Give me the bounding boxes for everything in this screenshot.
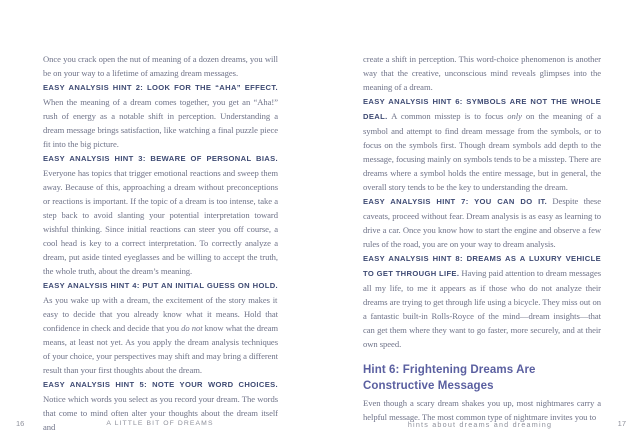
section-subheading <box>363 363 601 394</box>
text-run: know what the dream means, at least not yet. As you apply the dream analysis techniques of your choice, your perspectives may shift and may bring a different result than your first thoughts about the dream. <box>43 323 278 375</box>
hint-paragraph <box>363 194 601 251</box>
text-run: When the meaning of a dream comes together, you get an “Aha!” rush of energy as a notable shift in perception. Understanding a dream message brings satisfaction, like watching a final puzzle piece fit into the big picture. <box>43 97 278 149</box>
hint-label: EASY ANALYSIS HINT 4: PUT AN INITIAL GUESS ON HOLD. <box>43 281 278 290</box>
body-paragraph <box>363 52 601 94</box>
hint-label: EASY ANALYSIS HINT 7: YOU CAN DO IT. <box>363 197 548 206</box>
hint-label: EASY ANALYSIS HINT 2: LOOK FOR THE “AHA” EFFECT. <box>43 83 278 92</box>
hint-paragraph <box>363 94 601 194</box>
subheading-line: Constructive Messages <box>363 379 494 392</box>
text-run: Everyone has topics that trigger emotional reactions and sweep them away. Because of this, approaching a dream without preconceptions or reactions is important. If the topic of a dream is too intense, take a step back to avoid slanting your potential interpretation toward wishful thinking. Since initial reactions can steer you off course, a cool head is key to a correct interpretation. To correctly analyze a dream, put aside tinted eyeglasses and be willing to accept the truth, the whole truth, about the dream’s meaning. <box>43 168 278 276</box>
right-page-text-column <box>363 52 601 424</box>
body-paragraph <box>43 52 278 80</box>
hint-label: EASY ANALYSIS HINT 6: SYMBOLS ARE NOT THE WHOLE DEAL. <box>363 97 601 121</box>
hint-paragraph <box>43 80 278 151</box>
page-number-right: 17 <box>617 419 626 428</box>
text-run: A common misstep is to focus <box>387 111 508 121</box>
running-footer-left: A LITTLE BIT OF DREAMS <box>106 420 214 427</box>
text-run: Having paid attention to dream messages all my life, to me it appears as if those who do not analyze their dreams are trying to get through life using a bicycle. They miss out on a fantastic built-in Rolls-Royce of the mind—dream insights—that can get them where they want to go faster, more securely, and at their own speed. <box>363 268 602 349</box>
hint-label: EASY ANALYSIS HINT 5: NOTE YOUR WORD CHOICES. <box>43 380 278 389</box>
italic-text-run: only <box>507 111 522 121</box>
hint-paragraph <box>43 151 278 278</box>
page-number-left: 16 <box>16 419 25 428</box>
hint-label: EASY ANALYSIS HINT 8: DREAMS AS A LUXURY VEHICLE TO GET THROUGH LIFE. <box>363 254 601 278</box>
hint-paragraph <box>43 278 278 377</box>
text-run: on the meaning of a symbol and attempt to find dream message from the symbols, or to focus on the symbols first. Though dream symbols add depth to the message, focusing mainly on symbols tends to be a misstep. There are dreams where a symbol holds the entire message, but in general, the overall story tends to be the key to understanding the dream. <box>363 111 601 192</box>
hint-label: EASY ANALYSIS HINT 3: BEWARE OF PERSONAL BIAS. <box>43 154 278 163</box>
italic-text-run: do not <box>181 323 203 333</box>
text-run: Once you crack open the nut of meaning of a dozen dreams, you will be on your way to a lifetime of amazing dream messages. <box>43 54 278 78</box>
hint-paragraph <box>363 251 601 351</box>
text-run: As you wake up with a dream, the excitement of the story makes it easy to decide that you already know what it means. Hold that confidence in check and decide that you <box>43 295 278 333</box>
subheading-line: Hint 6: Frightening Dreams Are <box>363 364 536 376</box>
text-run: Despite these caveats, proceed without fear. Dream analysis is as easy as learning to drive a car. Once you know how to start the engine and observe a few rules of the road, you are on your way to dream analysis. <box>363 196 601 249</box>
text-run: create a shift in perception. This word-choice phenomenon is another way that the creative, unconscious mind reveals glimpses into the meaning of a dream. <box>363 54 601 92</box>
text-run: Even though a scary dream shakes you up, most nightmares carry a helpful message. The most common type of nightmare invites you to <box>363 398 601 422</box>
left-page-text-column <box>43 52 278 434</box>
text-run: Notice which words you select as you record your dream. The words that come to mind often alter your thoughts about the dream itself and <box>43 394 278 432</box>
running-footer-right: hints about dreams and dreaming <box>407 420 553 429</box>
